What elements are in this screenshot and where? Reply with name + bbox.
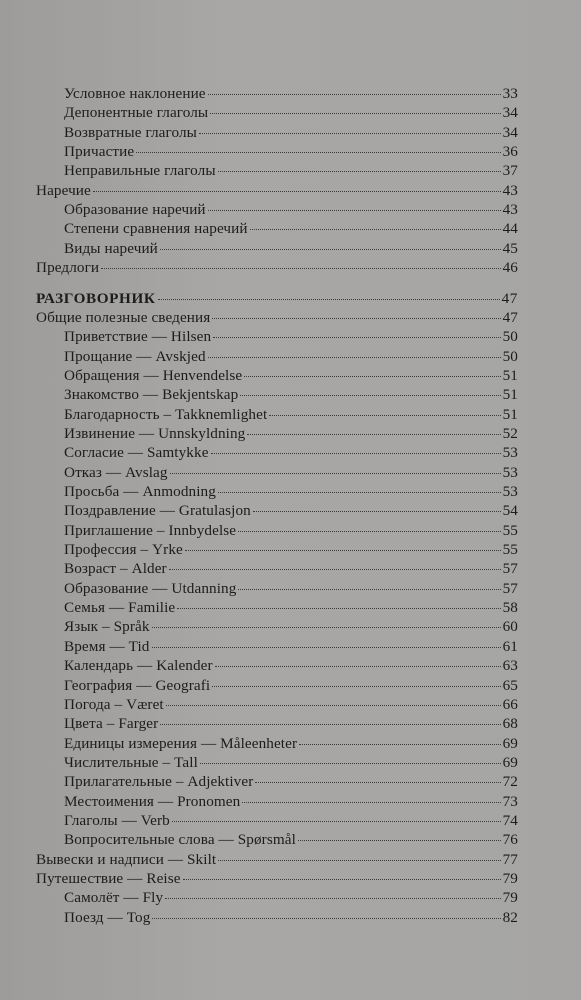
toc-leader-dots <box>212 318 500 319</box>
toc-entry <box>64 772 518 792</box>
toc-entry-title: Неправильные глаголы <box>64 162 216 180</box>
toc-leader-dots <box>240 395 500 396</box>
toc-entry-title: РАЗГОВОРНИК <box>36 289 156 307</box>
toc-entry-page: 33 <box>502 85 518 102</box>
toc-leader-dots <box>255 782 500 783</box>
toc-entry-page: 63 <box>502 657 518 675</box>
toc-entry-title: Путешествие — Reise <box>36 870 181 887</box>
toc-entry-page: 53 <box>502 444 518 462</box>
toc-entry <box>64 888 518 908</box>
toc-entry-title: Условное наклонение <box>64 85 206 102</box>
toc-entry-page: 65 <box>502 676 518 694</box>
toc-entry-title: Виды наречий <box>64 239 158 257</box>
toc-leader-dots <box>208 94 501 95</box>
toc-entry-page: 74 <box>502 811 518 829</box>
toc-entry-title: Наречие <box>36 181 91 199</box>
toc-entry-page: 55 <box>502 541 518 559</box>
toc-entry-page: 57 <box>502 579 518 597</box>
toc-leader-dots <box>238 531 500 532</box>
toc-entry-title: Просьба — Anmodning <box>64 483 216 500</box>
toc-leader-dots <box>298 840 501 841</box>
toc-entry <box>64 366 518 386</box>
toc-entry <box>64 501 518 521</box>
toc-entry-title: Согласие — Samtykke <box>64 444 209 462</box>
toc-entry <box>64 676 518 696</box>
toc-entry <box>64 443 518 463</box>
toc-entry-page: 53 <box>502 483 518 500</box>
toc-entry-page: 77 <box>502 850 518 868</box>
toc-entry-page: 66 <box>502 695 518 713</box>
toc-entry-title: Время — Tid <box>64 637 150 655</box>
toc-entry <box>64 84 518 104</box>
toc-entry-page: 50 <box>502 328 518 346</box>
toc-entry-page: 43 <box>502 181 518 199</box>
toc-entry <box>64 734 518 754</box>
toc-entry <box>64 142 518 162</box>
toc-entry-page: 72 <box>502 773 518 791</box>
toc-entry-page: 73 <box>502 792 518 810</box>
toc-leader-dots <box>253 511 501 512</box>
toc-entry-page: 79 <box>502 889 518 907</box>
toc-entry <box>64 811 518 831</box>
toc-entry-page: 55 <box>502 521 518 539</box>
toc-entry-title: Язык – Språk <box>64 618 150 636</box>
toc-entry-title: Профессия – Yrke <box>64 541 183 559</box>
toc-entry-title: Возвратные глаголы <box>64 123 197 141</box>
toc-entry <box>36 258 518 278</box>
toc-entry-page: 47 <box>502 308 518 326</box>
toc-entry-title: Обращения — Henvendelse <box>64 366 243 384</box>
toc-entry <box>64 617 518 637</box>
toc-entry-title: Предлоги <box>36 259 100 277</box>
toc-entry <box>36 289 518 309</box>
toc-leader-dots <box>169 569 501 570</box>
toc-entry-page: 37 <box>502 162 518 180</box>
toc-entry-page: 54 <box>502 502 518 520</box>
toc-entry <box>36 181 518 201</box>
toc-entry <box>64 239 518 259</box>
toc-entry <box>64 559 518 579</box>
toc-entry-title: Прощание — Avskjed <box>64 347 206 365</box>
toc-entry <box>64 521 518 541</box>
toc-entry-title: Погода – Været <box>64 695 164 713</box>
toc-entry-title: Отказ — Avslag <box>64 463 168 481</box>
toc-entry <box>64 347 518 367</box>
toc-entry-page: 68 <box>502 715 518 733</box>
toc-entry-page: 82 <box>502 908 518 926</box>
toc-entry-page: 60 <box>502 618 518 636</box>
toc-leader-dots <box>170 473 501 474</box>
toc-entry-page: 69 <box>502 753 518 771</box>
toc-entry-page: 36 <box>502 143 518 161</box>
toc-leader-dots <box>247 434 500 435</box>
toc-entry-page: 69 <box>502 734 518 752</box>
toc-leader-dots <box>93 191 501 192</box>
toc-entry-title: Вопросительные слова — Spørsmål <box>64 831 296 849</box>
toc-entry-title: Общие полезные сведения <box>36 308 211 326</box>
toc-leader-dots <box>215 666 501 667</box>
toc-entry-title: Местоимения — Pronomen <box>64 792 241 810</box>
toc-leader-dots <box>213 337 500 338</box>
toc-entry-title: Приглашение – Innbydelse <box>64 521 237 539</box>
toc-entry <box>64 598 518 618</box>
toc-entry-title: Вывески и надписи — Skilt <box>36 850 217 868</box>
toc-entry-title: Единицы измерения — Måleenheter <box>64 734 298 752</box>
toc-leader-dots <box>218 171 501 172</box>
toc-leader-dots <box>242 802 500 803</box>
toc-entry-title: Календарь — Kalender <box>64 657 213 675</box>
toc-leader-dots <box>211 453 501 454</box>
toc-leader-dots <box>208 210 501 211</box>
toc-leader-dots <box>152 918 500 919</box>
toc-entry-title: Прилагательные – Adjektiver <box>64 773 254 791</box>
toc-entry-page: 34 <box>502 104 518 122</box>
toc-entry-title: Степени сравнения наречий <box>64 220 248 238</box>
toc-leader-dots <box>200 763 501 764</box>
toc-leader-dots <box>160 724 500 725</box>
toc-entry-page: 46 <box>502 259 518 277</box>
toc-leader-dots <box>218 860 500 861</box>
toc-entry <box>64 385 518 405</box>
toc-entry-page: 57 <box>502 560 518 578</box>
toc-entry-page: 45 <box>502 239 518 257</box>
toc-leader-dots <box>136 152 500 153</box>
toc-entry-title: Приветствие — Hilsen <box>64 328 212 346</box>
toc-entry-page: 44 <box>502 220 518 238</box>
toc-entry-title: Числительные – Tall <box>64 753 198 771</box>
toc-entry-title: Знакомство — Bekjentskap <box>64 386 239 404</box>
toc-leader-dots <box>158 299 500 300</box>
toc-entry-page: 58 <box>502 599 518 617</box>
toc-entry <box>64 327 518 347</box>
toc-entry <box>64 103 518 123</box>
toc-leader-dots <box>199 133 501 134</box>
toc-entry-title: Семья — Familie <box>64 599 176 617</box>
toc-entry-title: Глаголы — Verb <box>64 811 170 829</box>
toc-leader-dots <box>160 249 501 250</box>
toc-entry-page: 43 <box>502 201 518 219</box>
toc-leader-dots <box>152 627 501 628</box>
toc-entry <box>64 714 518 734</box>
toc-entry <box>64 830 518 850</box>
toc-leader-dots <box>185 550 501 551</box>
toc-entry-title: Образование — Utdanning <box>64 579 237 597</box>
toc-leader-dots <box>212 686 500 687</box>
toc-entry-page: 47 <box>501 289 518 307</box>
toc-entry-page: 79 <box>502 870 518 887</box>
toc-leader-dots <box>101 268 500 269</box>
toc-entry <box>64 540 518 560</box>
toc-entry-page: 34 <box>502 123 518 141</box>
toc-leader-dots <box>250 229 501 230</box>
toc-leader-dots <box>177 608 500 609</box>
toc-entry <box>64 463 518 483</box>
toc-entry-page: 76 <box>502 831 518 849</box>
toc-entry <box>64 792 518 812</box>
toc-leader-dots <box>183 879 501 880</box>
toc-entry-page: 51 <box>502 386 518 404</box>
toc-entry-title: География — Geografi <box>64 676 211 694</box>
toc-entry <box>64 656 518 676</box>
toc-entry-title: Поезд — Tog <box>64 908 151 926</box>
toc-entry-page: 61 <box>502 637 518 655</box>
toc-entry-title: Поздравление — Gratulasjon <box>64 502 251 520</box>
toc-leader-dots <box>218 492 501 493</box>
toc-entry-title: Причастие <box>64 143 135 161</box>
toc-leader-dots <box>208 357 501 358</box>
toc-entry <box>64 637 518 657</box>
toc-entry <box>64 200 518 220</box>
toc-leader-dots <box>210 113 500 114</box>
toc-leader-dots <box>172 821 501 822</box>
toc-leader-dots <box>244 376 500 377</box>
toc-entry <box>64 405 518 425</box>
toc-entry <box>64 123 518 143</box>
toc-entry-page: 50 <box>502 347 518 365</box>
toc-entry <box>64 753 518 773</box>
toc-entry-title: Самолёт — Fly <box>64 889 164 907</box>
toc-entry <box>64 219 518 239</box>
toc-entry-page: 51 <box>502 366 518 384</box>
toc-entry-page: 53 <box>502 463 518 481</box>
toc-entry-title: Возраст – Alder <box>64 560 167 578</box>
toc-leader-dots <box>152 647 501 648</box>
toc-leader-dots <box>165 898 500 899</box>
toc-leader-dots <box>238 589 500 590</box>
toc-entry-title: Благодарность – Takknemlighet <box>64 405 268 423</box>
toc-entry <box>64 579 518 599</box>
toc-entry <box>64 695 518 715</box>
toc-leader-dots <box>166 705 501 706</box>
toc-entry <box>64 482 518 502</box>
toc-entry-page: 52 <box>502 424 518 442</box>
toc-entry <box>64 161 518 181</box>
toc-entry <box>64 908 518 928</box>
toc-leader-dots <box>269 415 500 416</box>
toc-entry-page: 51 <box>502 405 518 423</box>
toc-entry <box>36 308 518 328</box>
toc-entry-title: Извинение — Unnskyldning <box>64 424 246 442</box>
toc-entry-title: Цвета – Farger <box>64 715 159 733</box>
toc-entry-title: Образование наречий <box>64 201 206 219</box>
toc-leader-dots <box>299 744 500 745</box>
toc-entry <box>64 424 518 444</box>
toc-entry <box>36 869 518 889</box>
toc-entry-title: Депонентные глаголы <box>64 104 209 122</box>
toc-entry <box>36 850 518 870</box>
